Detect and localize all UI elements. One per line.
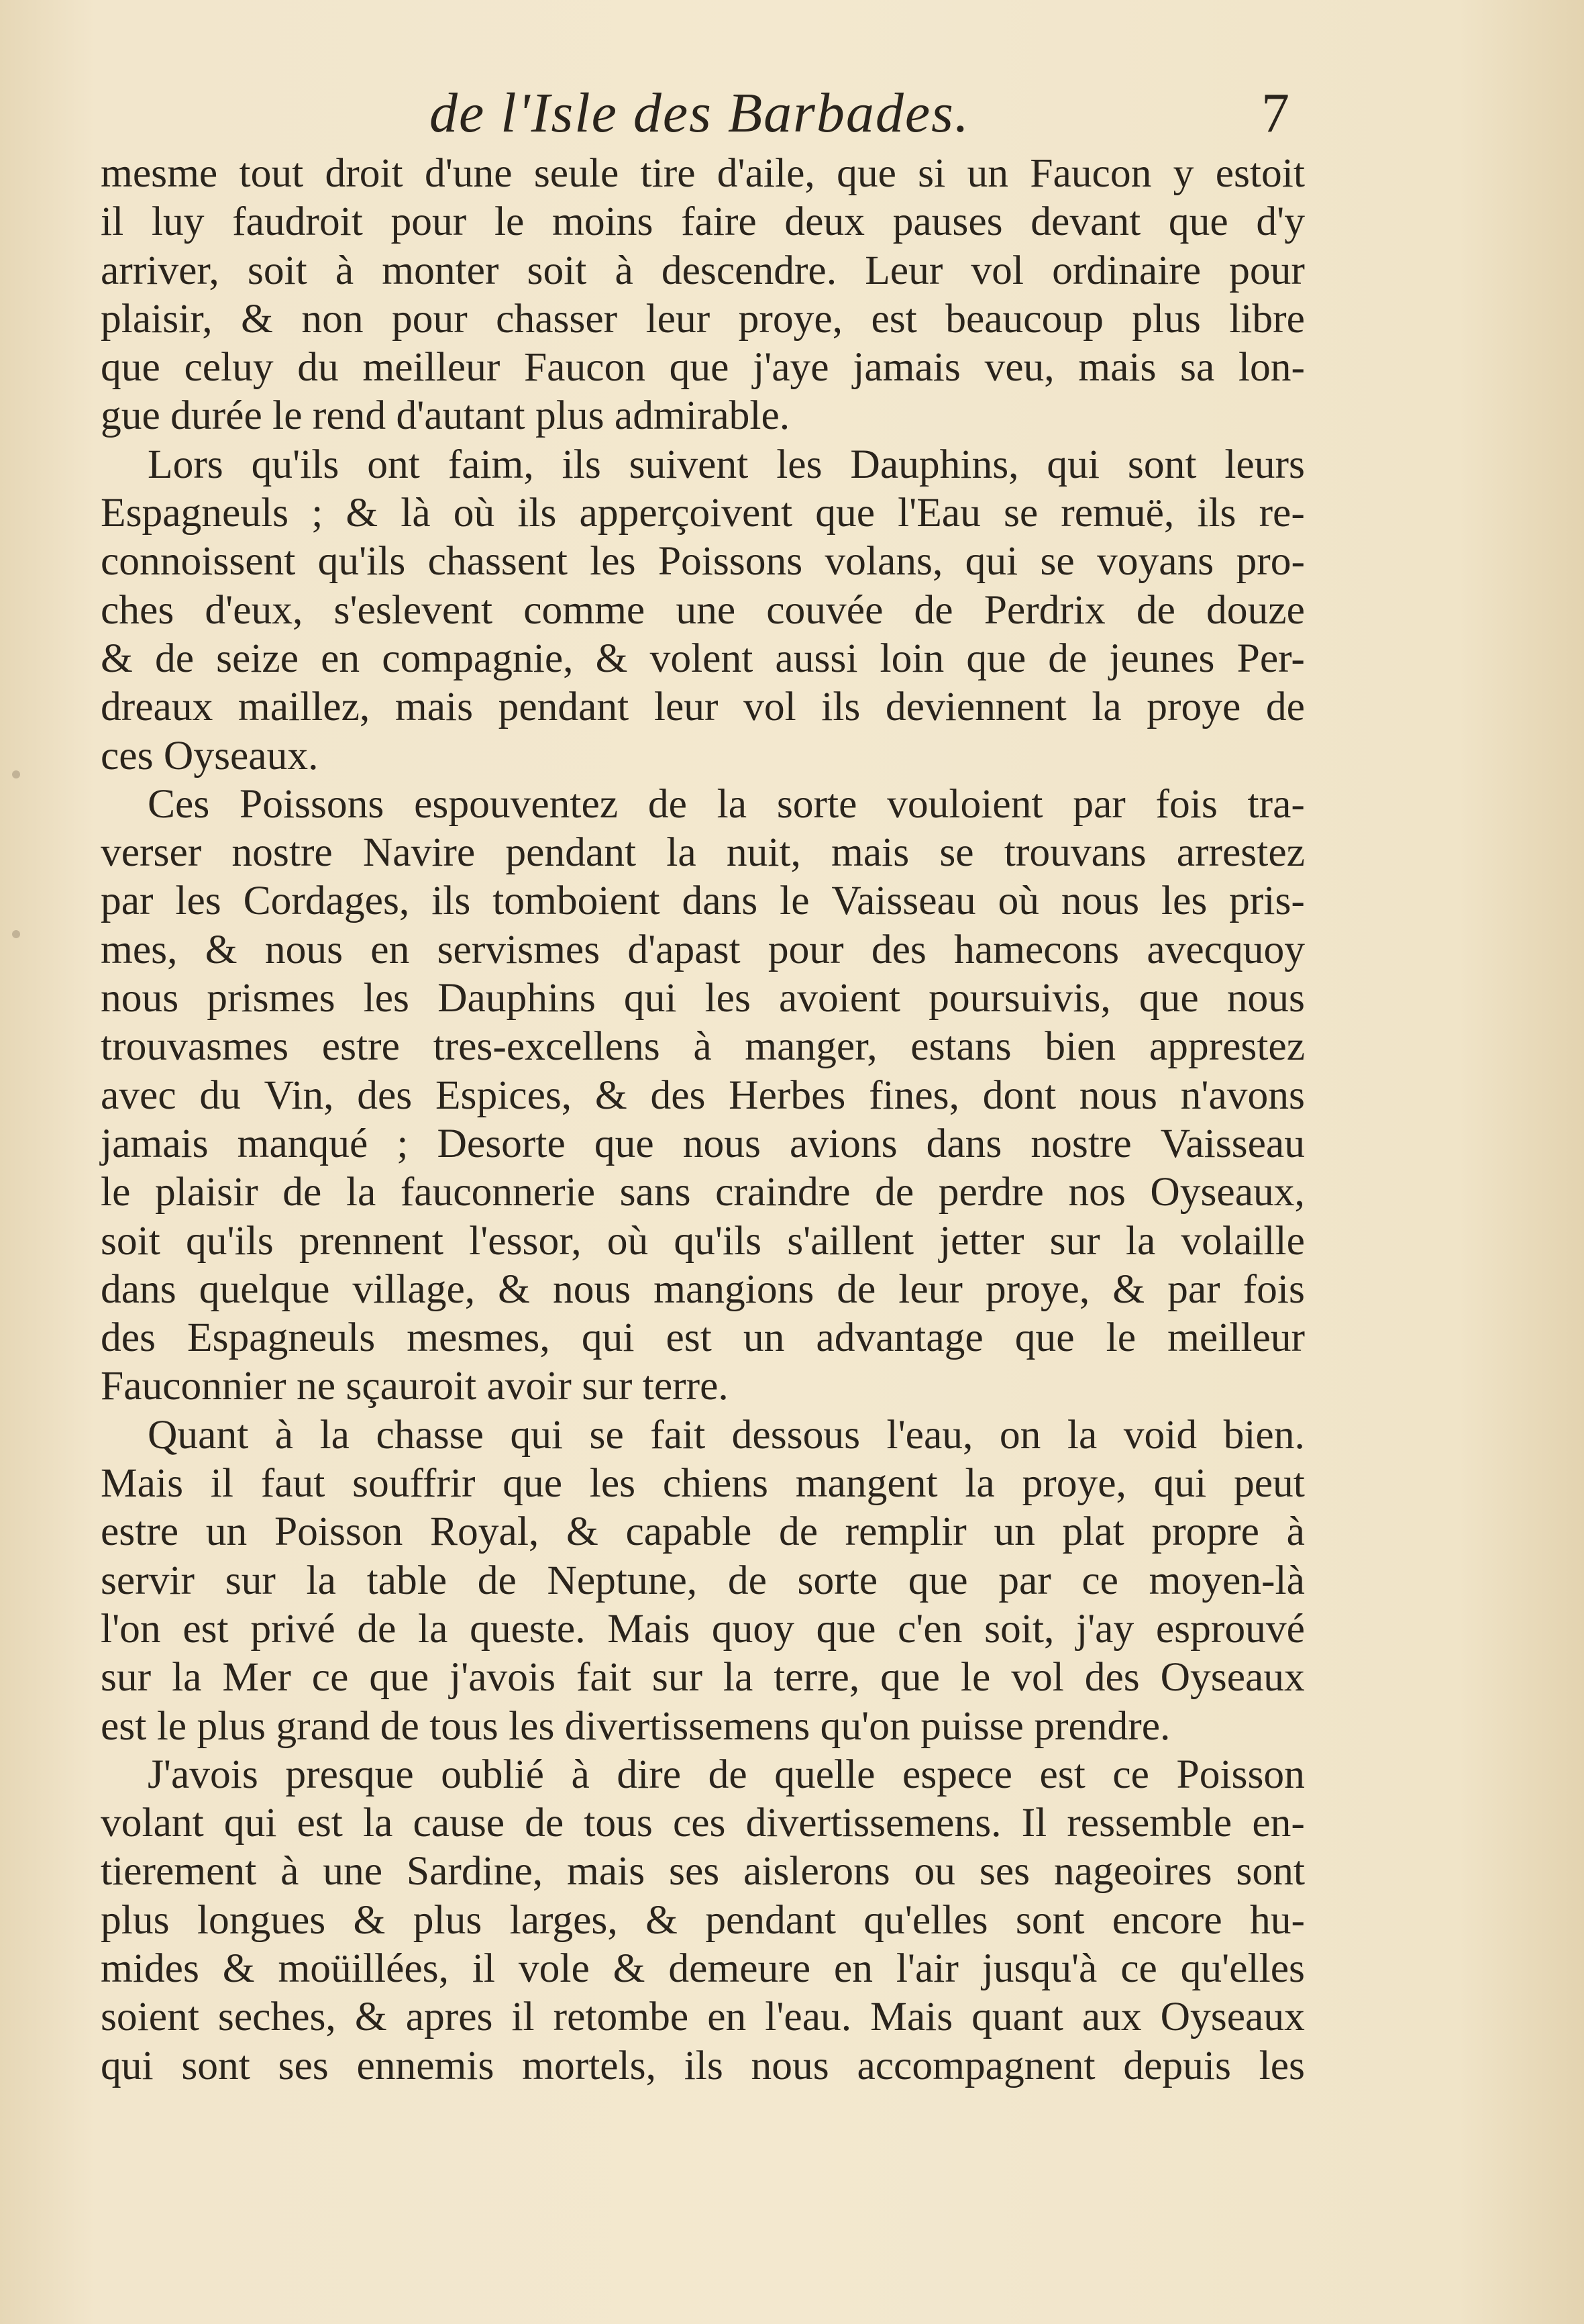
text-line: que celuy du meilleur Faucon que j'aye jamais veu, mais sa lon-: [101, 344, 1305, 391]
text-line: dreaux maillez, mais pendant leur vol ils deviennent la proye de: [101, 684, 1305, 730]
text-line: servir sur la table de Neptune, de sorte que par ce moyen-là: [101, 1557, 1305, 1603]
text-line: Ces Poissons espouventez de la sorte vouloient par fois tra-: [148, 780, 1305, 827]
text-line: trouvasmes estre tres-excellens à manger, estans bien apprestez: [101, 1023, 1305, 1070]
text-line: tierement à une Sardine, mais ses aislerons ou ses nageoires sont: [101, 1848, 1305, 1894]
text-line: mides & moüillées, il vole & demeure en l'air jusqu'à ce qu'elles: [101, 1945, 1305, 1991]
text-line: arriver, soit à monter soit à descendre. Leur vol ordinaire pour: [101, 247, 1305, 293]
text-line: Fauconnier ne sçauroit avoir sur terre.: [101, 1363, 729, 1409]
text-line: connoissent qu'ils chassent les Poissons volans, qui se voyans pro-: [101, 538, 1305, 585]
text-line: Mais il faut souffrir que les chiens mangent la proye, qui peut: [101, 1460, 1305, 1507]
text-line: mesme tout droit d'une seule tire d'aile, que si un Faucon y estoit: [101, 150, 1305, 196]
text-line: plaisir, & non pour chasser leur proye, est beaucoup plus libre: [101, 295, 1305, 342]
running-title: de l'Isle des Barbades.: [429, 82, 970, 144]
text-line: sur la Mer ce que j'avois fait sur la terre, que le vol des Oyseaux: [101, 1654, 1305, 1701]
text-line: plus longues & plus larges, & pendant qu'elles sont encore hu-: [101, 1897, 1305, 1943]
text-line: mes, & nous en servismes d'apast pour des hamecons avecquoy: [101, 926, 1305, 972]
body-text: [101, 149, 1305, 2090]
text-line: des Espagneuls mesmes, qui est un advantage que le meilleur: [101, 1315, 1305, 1361]
text-line: verser nostre Navire pendant la nuit, mais se trouvans arrestez: [101, 829, 1305, 876]
text-line: soit qu'ils prennent l'essor, où qu'ils s'aillent jetter sur la volaille: [101, 1217, 1305, 1264]
text-line: soient seches, & apres il retombe en l'eau. Mais quant aux Oyseaux: [101, 1994, 1305, 2040]
paper-stain: [12, 930, 20, 938]
text-line: Lors qu'ils ont faim, ils suivent les Dauphins, qui sont leurs: [148, 441, 1305, 487]
running-head: [0, 81, 1584, 154]
text-line: ches d'eux, s'eslevent comme une couvée de Perdrix de douze: [101, 587, 1305, 633]
text-line: Espagneuls ; & là où ils apperçoivent que l'Eau se remuë, ils re-: [101, 490, 1305, 536]
text-line: J'avois presque oublié à dire de quelle espece est ce Poisson: [148, 1751, 1305, 1797]
text-line: volant qui est la cause de tous ces divertissemens. Il ressemble en-: [101, 1800, 1305, 1846]
text-line: dans quelque village, & nous mangions de leur proye, & par fois: [101, 1266, 1305, 1312]
text-line: le plaisir de la fauconnerie sans craindre de perdre nos Oyseaux,: [101, 1169, 1305, 1215]
text-line: jamais manqué ; Desorte que nous avions dans nostre Vaisseau: [101, 1120, 1305, 1166]
text-line: estre un Poisson Royal, & capable de remplir un plat propre à: [101, 1509, 1305, 1555]
text-line: nous prismes les Dauphins qui les avoient poursuivis, que nous: [101, 975, 1305, 1021]
text-line: qui sont ses ennemis mortels, ils nous accompagnent depuis les: [101, 2042, 1305, 2088]
page-number: 7: [1261, 82, 1289, 144]
text-line: par les Cordages, ils tomboient dans le Vaisseau où nous les pris-: [101, 878, 1305, 924]
text-line: il luy faudroit pour le moins faire deux pauses devant que d'y: [101, 199, 1305, 245]
text-line: l'on est privé de la queste. Mais quoy que c'en soit, j'ay esprouvé: [101, 1605, 1305, 1652]
text-line: ces Oyseaux.: [101, 732, 319, 778]
text-line: gue durée le rend d'autant plus admirable.: [101, 393, 790, 439]
text-line: & de seize en compagnie, & volent aussi loin que de jeunes Per-: [101, 635, 1305, 681]
text-line: est le plus grand de tous les divertissemens qu'on puisse prendre.: [101, 1703, 1171, 1749]
paper-stain: [12, 770, 20, 778]
text-line: avec du Vin, des Espices, & des Herbes fines, dont nous n'avons: [101, 1072, 1305, 1118]
text-line: Quant à la chasse qui se fait dessous l'eau, on la void bien.: [148, 1411, 1305, 1458]
